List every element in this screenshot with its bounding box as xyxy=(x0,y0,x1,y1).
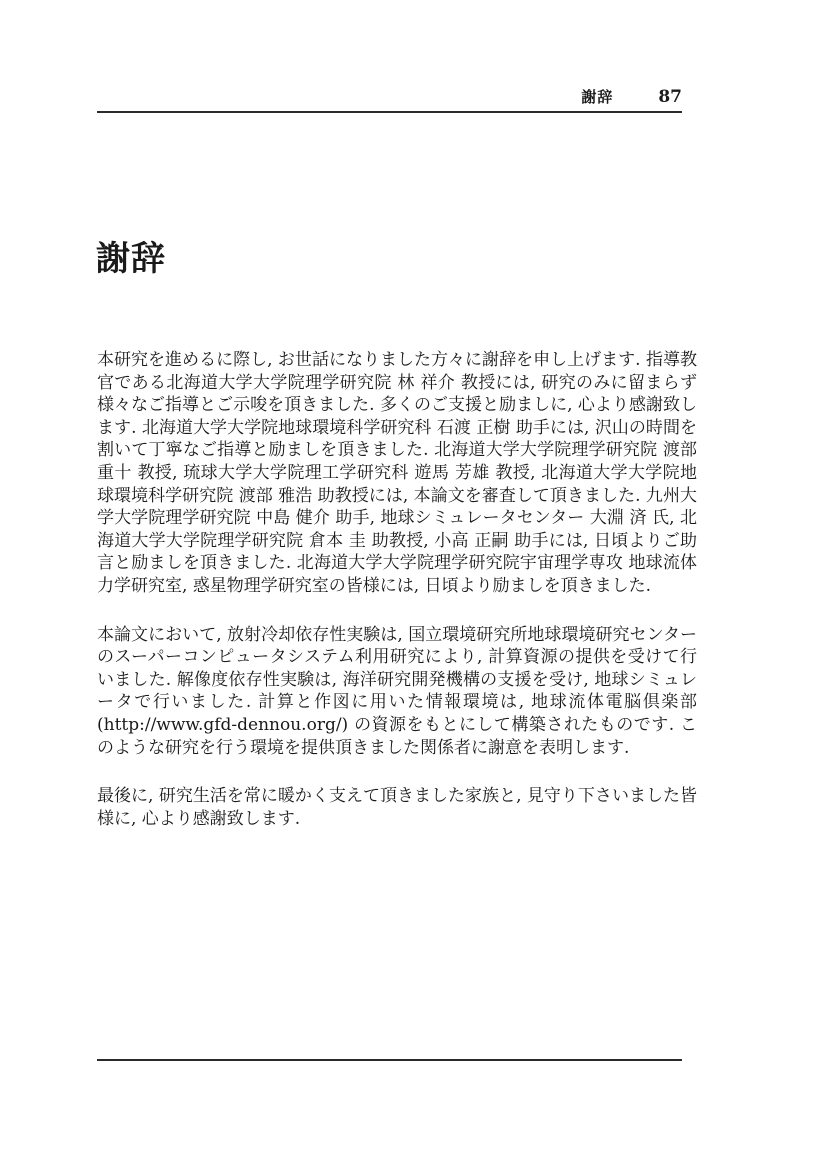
paragraph-acknowledgement-resources: 本論文において, 放射冷却依存性実験は, 国立環境研究所地球環境研究センターのスーパーコンピュータシステム利用研究により, 計算資源の提供を受けて行いました. 解像度依存性実験は, 海洋研究開発機構の支援を受け, 地球シミュレータで行いました. 計算と作図に用いた情報環境は, 地球流体電脳倶楽部 (http://www.gfd-dennou.org/) の資源をもとにして構築されたものです. このような研究を行う環境を提供頂きました関係者に謝意を表明します. xyxy=(97,624,697,758)
page-number: 87 xyxy=(658,87,682,107)
running-header-section-label: 謝辞 xyxy=(581,88,614,106)
header-rule xyxy=(97,111,682,113)
chapter-title: 謝辞 xyxy=(96,238,166,279)
paragraph-acknowledgement-people: 本研究を進めるに際し, お世話になりました方々に謝辞を申し上げます. 指導教官である北海道大学大学院理学研究院 林 祥介 教授には, 研究のみに留まらず様々なご指導とご示唆を頂きました. 多くのご支援と励ましに, 心より感謝致します. 北海道大学大学院地球環境科学研究科 石渡 正樹 助手には, 沢山の時間を割いて丁寧なご指導と励ましを頂きました. 北海道大学大学院理学研究院 渡部 重十 教授, 琉球大学大学院理工学研究科 遊馬 芳雄 教授, 北海道大学大学院地球環境科学研究院 渡部 雅浩 助教授には, 本論文を審査して頂きました. 九州大学大学院理学研究院 中島 健介 助手, 地球シミュレータセンター 大淵 済 氏, 北海道大学大学院理学研究院 倉本 圭 助教授, 小高 正嗣 助手には, 日頃よりご助言と励ましを頂きました. 北海道大学大学院理学研究院宇宙理学専攻 地球流体力学研究室, 惑星物理学研究室の皆様には, 日頃より励ましを頂きました. xyxy=(97,350,697,596)
paragraph-acknowledgement-family: 最後に, 研究生活を常に暖かく支えて頂きました家族と, 見守り下さいました皆様に, 心より感謝致します. xyxy=(97,786,697,829)
footer-rule xyxy=(97,1059,682,1061)
running-header xyxy=(97,86,682,107)
body-text xyxy=(97,349,697,856)
